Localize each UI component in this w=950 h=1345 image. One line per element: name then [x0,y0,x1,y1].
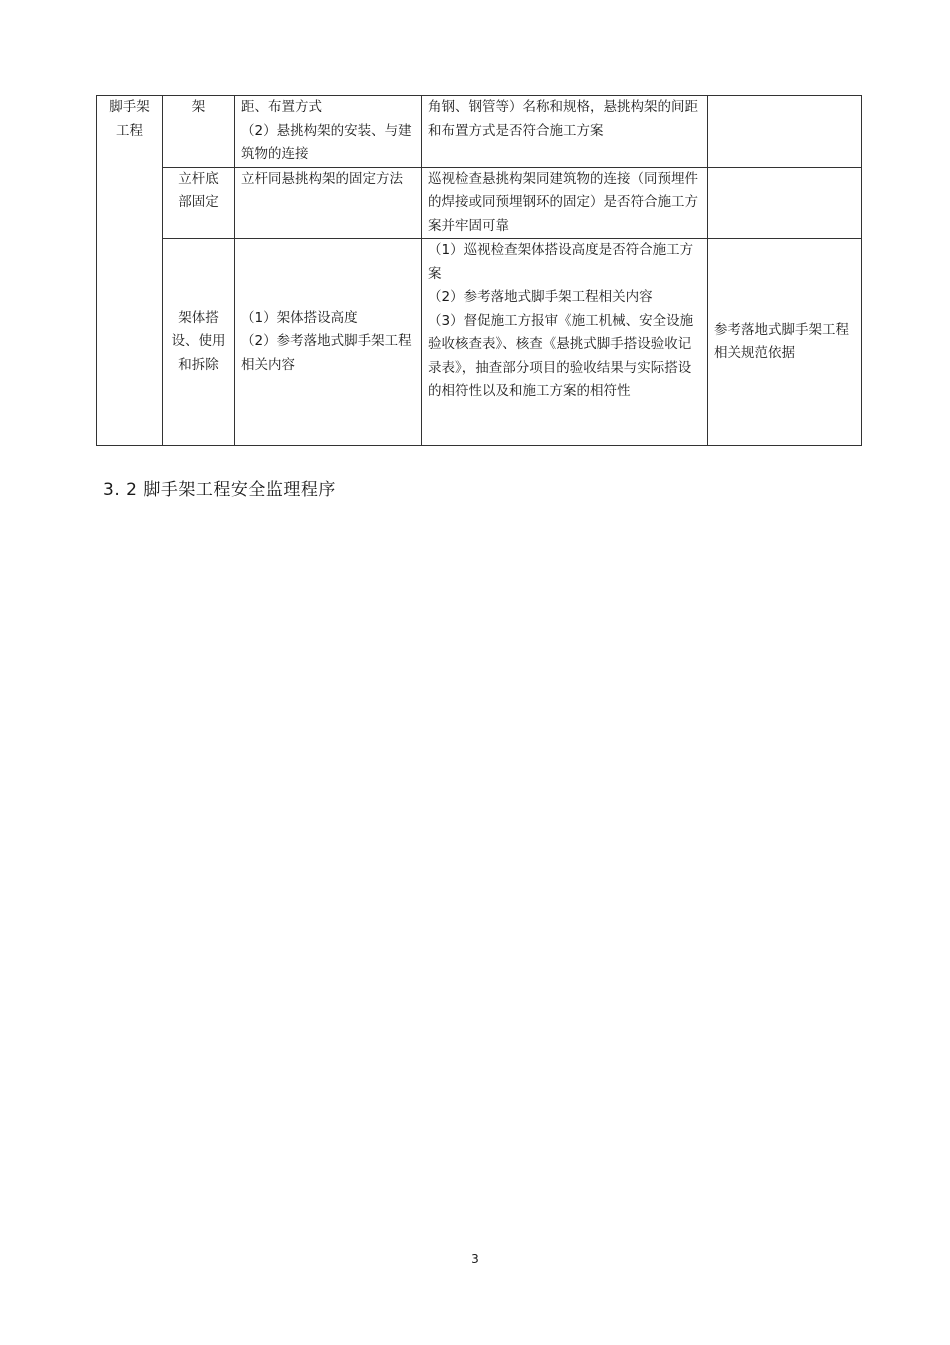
method-cell: 巡视检查悬挑构架同建筑物的连接（同预埋件的焊接或同预埋钢环的固定）是否符合施工方案并牢固可靠 [422,167,708,239]
category-cell: 脚手架 工程 [97,96,163,446]
page-number: 3 [471,1252,479,1266]
inspection-table [96,95,862,446]
table-row [97,167,862,239]
content-cell: 距、布置方式 （2）悬挑构架的安装、与建筑物的连接 [235,96,422,168]
basis-cell [708,167,862,239]
table-row [97,239,862,446]
item-cell: 立杆底 部固定 [163,167,235,239]
item-cell: 架 [163,96,235,168]
basis-cell: 参考落地式脚手架工程相关规范依据 [708,239,862,446]
item-cell: 架体搭 设、使用 和拆除 [163,239,235,446]
method-cell: 角钢、钢管等）名称和规格，悬挑构架的间距和布置方式是否符合施工方案 [422,96,708,168]
content-cell: 立杆同悬挑构架的固定方法 [235,167,422,239]
method-cell: （1）巡视检查架体搭设高度是否符合施工方案 （2）参考落地式脚手架工程相关内容 （3）督促施工方报审《施工机械、安全设施验收核查表》、核查《悬挑式脚手搭设验收记录表》，抽查部分项目的验收结果与实际搭设的相符性以及和施工方案的相符性 [422,239,708,446]
table-row [97,96,862,168]
basis-cell [708,96,862,168]
content-cell: （1）架体搭设高度 （2）参考落地式脚手架工程相关内容 [235,239,422,446]
section-heading: 3. 2 脚手架工程安全监理程序 [103,480,336,500]
